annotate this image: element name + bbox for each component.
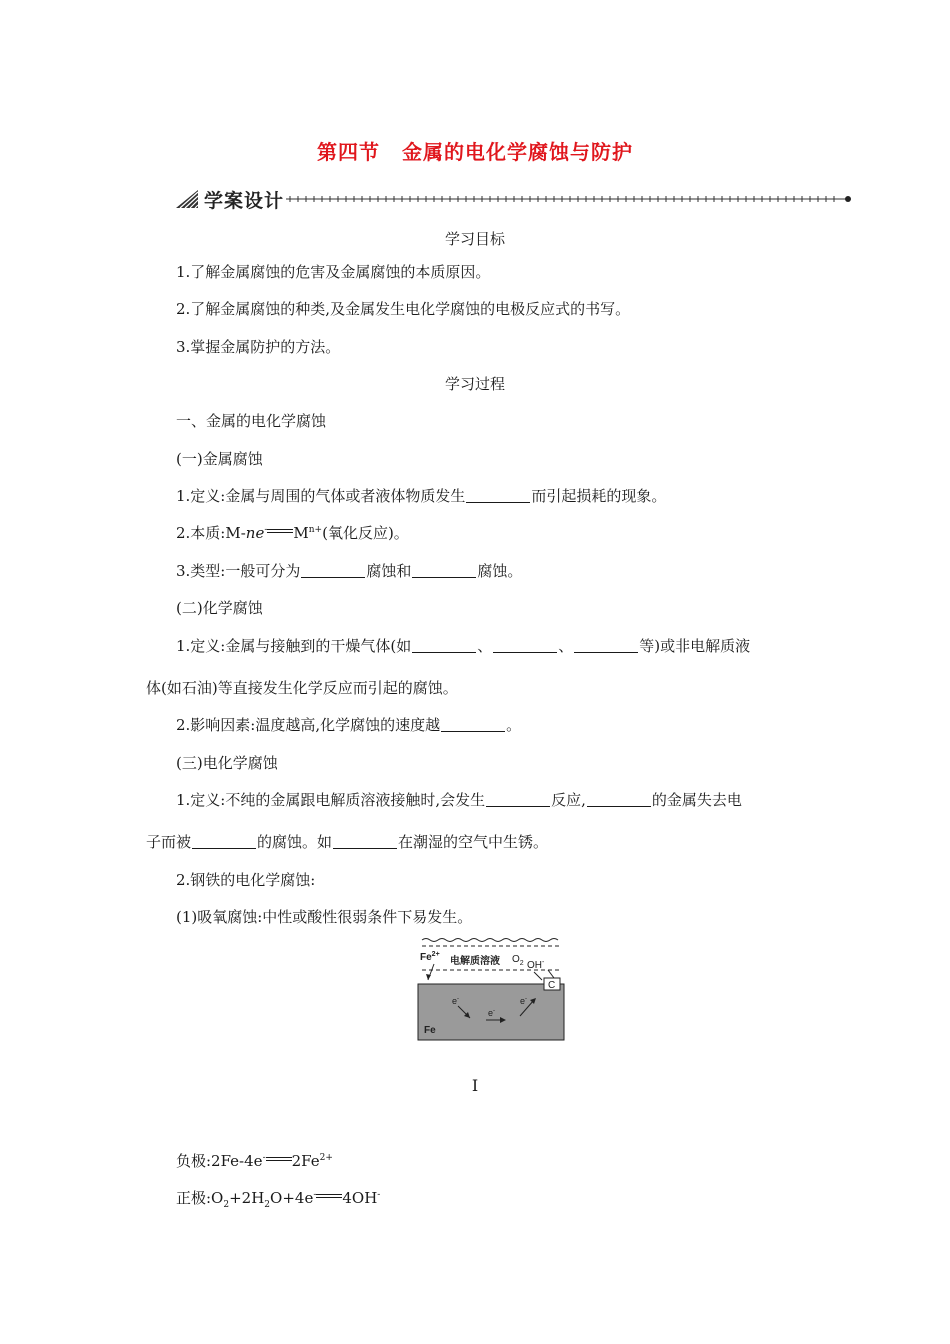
fill-blank[interactable] xyxy=(493,638,557,653)
electron-label: e xyxy=(452,996,458,1006)
goal-item: 2.了解金属腐蚀的种类,及金属发生电化学腐蚀的电极反应式的书写。 xyxy=(176,300,631,318)
banner-rule xyxy=(284,186,854,210)
electrolyte-label: 电解质溶液 xyxy=(450,956,500,967)
definition-continuation: 体(如石油)等直接发生化学反应而引起的腐蚀。 xyxy=(146,679,458,697)
oxygen-absorption-heading: (1)吸氧腐蚀:中性或酸性很弱条件下易发生。 xyxy=(176,908,473,926)
steel-corrosion-heading: 2.钢铁的电化学腐蚀: xyxy=(176,871,316,889)
type-line: 3.类型:一般可分为 腐蚀和 腐蚀。 xyxy=(176,562,523,580)
figure-label: Ⅰ xyxy=(471,1076,479,1095)
carbon-label: C xyxy=(548,980,556,991)
equals-sign-icon xyxy=(316,1192,342,1202)
svg-text:e-: e- xyxy=(452,996,460,1006)
section-heading: 一、金属的电化学腐蚀 xyxy=(176,412,327,430)
subsection-heading: (二)化学腐蚀 xyxy=(176,599,263,617)
definition-line: 1.定义:金属与接触到的干燥气体(如 、 、 等)或非电解质液 xyxy=(176,637,751,655)
goal-item: 1.了解金属腐蚀的危害及金属腐蚀的本质原因。 xyxy=(176,263,491,281)
section-banner xyxy=(174,186,854,210)
equals-sign-icon xyxy=(266,1155,292,1165)
goal-item: 3.掌握金属防护的方法。 xyxy=(176,338,341,356)
electron-label: e xyxy=(520,996,526,1006)
hydroxide-label: OH xyxy=(527,960,542,971)
factor-line: 2.影响因素:温度越高,化学腐蚀的速度越 。 xyxy=(176,716,522,734)
subsection-heading: (三)电化学腐蚀 xyxy=(176,754,278,772)
iron-label: Fe xyxy=(424,1025,436,1036)
svg-text:OH-: OH- xyxy=(527,959,545,971)
fill-blank[interactable] xyxy=(192,834,256,849)
subsection-heading: (一)金属腐蚀 xyxy=(176,450,263,468)
fill-blank[interactable] xyxy=(486,792,550,807)
oxygen-label: O xyxy=(512,954,520,965)
fill-blank[interactable] xyxy=(466,488,530,503)
equals-sign-icon xyxy=(267,527,293,537)
fill-blank[interactable] xyxy=(441,717,505,732)
svg-text:e-: e- xyxy=(488,1008,496,1018)
positive-electrode-equation: 正极$:O_2+2H_2O+4e^-$ 4OH- xyxy=(176,1189,381,1210)
fill-blank[interactable] xyxy=(412,638,476,653)
svg-text:O2: $O_2$ xyxy=(512,954,524,967)
fill-blank[interactable] xyxy=(412,563,476,578)
title-topic: 金属的电化学腐蚀与防护 xyxy=(402,140,633,164)
svg-text:Fe2+: $Fe^{2+}$ xyxy=(420,951,440,963)
fill-blank[interactable] xyxy=(574,638,638,653)
triangle-stripes-icon xyxy=(174,188,200,210)
fill-blank[interactable] xyxy=(587,792,651,807)
electron-label: e xyxy=(488,1008,494,1018)
title-section: 第四节 xyxy=(317,140,380,164)
goals-heading: 学习目标 xyxy=(444,230,505,248)
negative-electrode-equation: 负极:2Fe-4e- $2Fe^{2+}$ xyxy=(176,1152,333,1170)
page-title xyxy=(0,136,950,165)
process-heading: 学习过程 xyxy=(444,375,505,393)
fill-blank[interactable] xyxy=(301,563,365,578)
fill-blank[interactable] xyxy=(333,834,397,849)
definition-line: 1.定义:不纯的金属跟电解质溶液接触时,会发生 反应, 的金属失去电 xyxy=(176,791,742,809)
essence-line: 2.本质:M-ne- $M^{n+}$(氧化反应)。 xyxy=(176,524,409,542)
definition-continuation: 子而被 的腐蚀。如 在潮湿的空气中生锈。 xyxy=(146,833,549,851)
svg-text:e-: e- xyxy=(520,996,528,1006)
oxygen-corrosion-diagram xyxy=(414,934,568,1042)
definition-line: 1.定义:金属与周围的气体或者液体物质发生 而引起损耗的现象。 xyxy=(176,487,667,505)
banner-label: 学案设计 xyxy=(204,190,285,212)
fe2-ion-label: Fe xyxy=(420,952,432,963)
